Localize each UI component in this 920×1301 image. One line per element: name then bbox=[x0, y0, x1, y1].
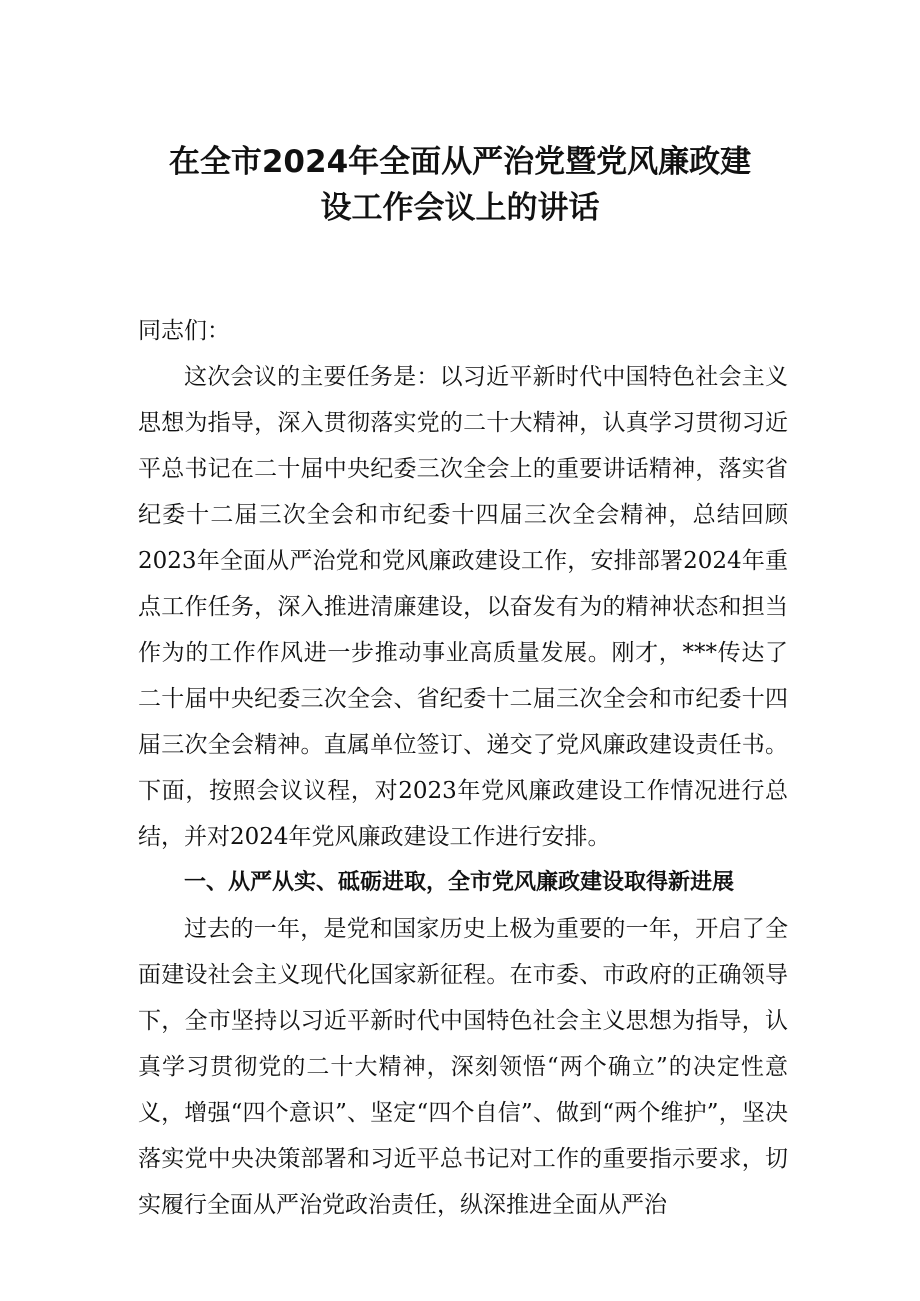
salutation: 同志们： bbox=[138, 318, 230, 344]
document-title-line-1: 在全市2024年全面从严治党暨党风廉政建 bbox=[168, 144, 752, 180]
paragraph-intro: 这次会议的主要任务是：以习近平新时代中国特色社会主义思想为指导，深入贯彻落实党的二十大精神，认真学习贯彻习近平总书记在二十届中央纪委三次全会上的重要讲话精神，落实省纪委十二届三次全会和市纪委十四届三次全会精神，总结回顾2023年全面从严治党和党风廉政建设工作，安排部署2024年重点工作任务，深入推进清廉建设，以奋发有为的精神状态和担当作为的工作作风进一步推动事业高质量发展。刚才，***传达了二十届中央纪委三次全会、省纪委十二届三次全会和市纪委十四届三次全会精神。直属单位签订、递交了党风廉政建设责任书。下面，按照会议议程，对2023年党风廉政建设工作情况进行总结，并对2024年党风廉政建设工作进行安排。 bbox=[138, 364, 788, 850]
paragraph-review: 过去的一年，是党和国家历史上极为重要的一年，开启了全面建设社会主义现代化国家新征程。在市委、市政府的正确领导下，全市坚持以习近平新时代中国特色社会主义思想为指导，认真学习贯彻党的二十大精神，深刻领悟“两个确立”的决定性意义，增强“四个意识”、坚定“四个自信”、做到“两个维护”，坚决落实党中央决策部署和习近平总书记对工作的重要指示要求，切实履行全面从严治党政治责任，纵深推进全面从严治 bbox=[138, 916, 788, 1218]
section-heading-1: 一、从严从实、砥砺进取，全市党风廉政建设取得新进展 bbox=[184, 870, 735, 895]
document-body bbox=[138, 308, 788, 1228]
document-title-line-2: 设工作会议上的讲话 bbox=[320, 190, 600, 226]
